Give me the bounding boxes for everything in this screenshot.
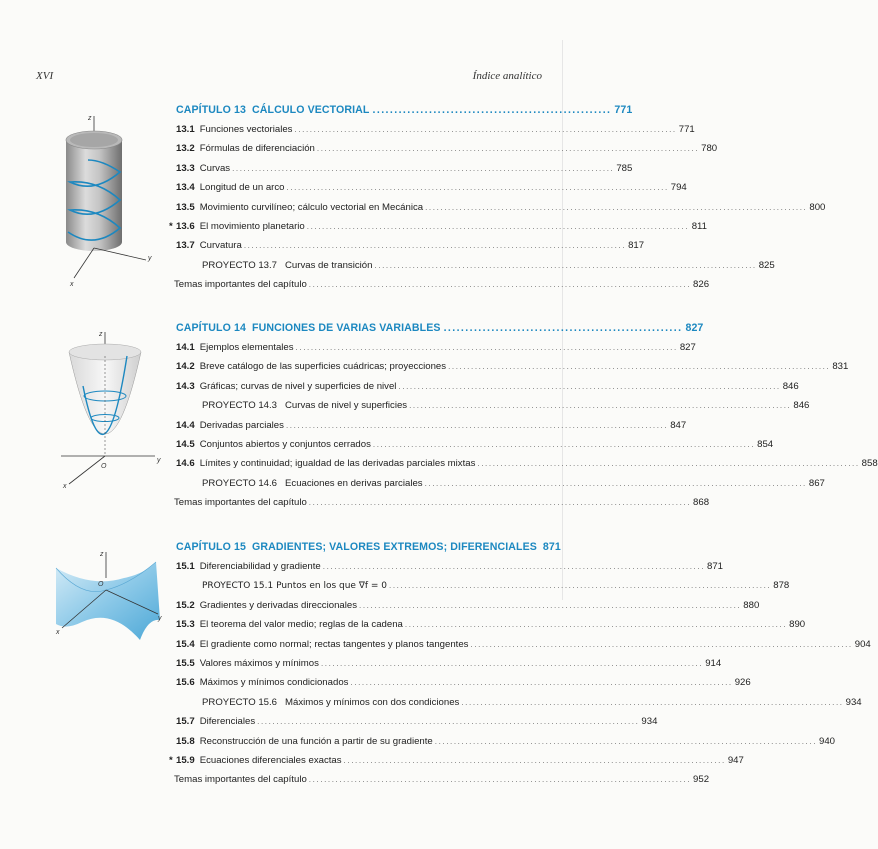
- entry-text: Breve catálogo de las superficies cuádricas; proyecciones: [199, 361, 447, 373]
- entry-text: Longitud de un arco: [199, 182, 285, 194]
- entry-text: El teorema del valor medio; reglas de la cadena: [199, 619, 403, 631]
- entry-text: Límites y continuidad; igualdad de las derivadas parciales mixtas: [199, 458, 476, 470]
- toc-entry[interactable]: * 15.9 Ecuaciones diferenciales exactas .................................................................................................... 947: [169, 754, 744, 766]
- toc-summary-entry[interactable]: Temas importantes del capítulo .................................................................................................... 868: [174, 497, 710, 509]
- entry-text: Máximos y mínimos condicionados: [199, 677, 349, 689]
- entry-page: 871: [707, 561, 724, 572]
- entry-page: 846: [782, 380, 799, 392]
- entry-page: 827: [679, 342, 696, 353]
- toc-entry[interactable]: 15.7 Diferenciales .................................................................................................... 934: [176, 716, 658, 728]
- origin-label: O: [101, 463, 107, 470]
- entry-page: 811: [691, 220, 708, 232]
- entry-text: PROYECTO 15.6 Máximos y mínimos con dos condiciones: [202, 696, 460, 708]
- x-axis: [74, 248, 94, 278]
- chapter-title-row[interactable]: CAPÍTULO 13 CÁLCULO VECTORIAL ....................................................... 771: [176, 104, 633, 116]
- axis-label-x: x: [63, 483, 67, 490]
- cylinder-helix-figure: [58, 110, 158, 288]
- entry-text: Gradientes y derivadas direccionales: [199, 599, 358, 611]
- axis-label-y: y: [158, 615, 162, 622]
- page-number: XVI: [36, 70, 54, 82]
- toc-entry[interactable]: 15.4 El gradiente como normal; rectas tangentes y planos tangentes .................................................................................................... 904: [176, 638, 871, 650]
- entry-text: Diferenciabilidad y gradiente: [199, 561, 321, 572]
- page-edge-divider: [562, 40, 563, 600]
- saddle-surface: [56, 562, 160, 640]
- entry-text: Reconstrucción de una función a partir de su gradiente: [199, 735, 433, 747]
- toc-project-entry[interactable]: PROYECTO 13.7 Curvas de transición .................................................................................................... 825: [202, 259, 775, 271]
- axis-label-z: z: [88, 115, 92, 122]
- entry-page: 880: [743, 599, 760, 611]
- axis-label-y: y: [157, 457, 161, 464]
- axis-label-x: x: [70, 281, 74, 288]
- entry-text: Funciones vectoriales: [199, 124, 293, 135]
- entry-page: 940: [819, 735, 836, 747]
- toc-project-entry[interactable]: PROYECTO 15.6 Máximos y mínimos con dos condiciones .................................................................................................... 934: [202, 696, 862, 708]
- toc-entry[interactable]: 13.3 Curvas .................................................................................................... 785: [176, 162, 633, 174]
- entry-page: 934: [845, 696, 862, 708]
- toc-summary-entry[interactable]: Temas importantes del capítulo .................................................................................................... 952: [174, 774, 710, 786]
- entry-page: 826: [693, 279, 710, 291]
- chapter-title-row[interactable]: [176, 541, 561, 559]
- entry-text: Temas importantes del capítulo: [174, 497, 307, 509]
- optional-marker: *: [169, 220, 173, 232]
- chapter-13: [169, 104, 826, 299]
- entry-text: Temas importantes del capítulo: [174, 774, 307, 786]
- entry-text: PROYECTO 14.6 Ecuaciones en derivas parciales: [202, 477, 423, 489]
- axis-label-z: z: [100, 551, 104, 558]
- entry-page: 952: [693, 774, 710, 786]
- origin-label: O: [98, 581, 104, 588]
- entry-page: 825: [758, 259, 775, 271]
- toc-project-entry[interactable]: PROYECTO 14.6 Ecuaciones en derivas parciales .................................................................................................... 867: [202, 477, 825, 489]
- entry-text: Temas importantes del capítulo: [174, 279, 307, 291]
- toc-entry[interactable]: 14.2 Breve catálogo de las superficies cuádricas; proyecciones .................................................................................................... 831: [176, 361, 849, 373]
- toc-entry[interactable]: 14.1 Ejemplos elementales .................................................................................................... 827: [176, 342, 696, 353]
- toc-entry[interactable]: 14.6 Límites y continuidad; igualdad de las derivadas parciales mixtas .................................................................................................... 858: [176, 458, 878, 470]
- entry-text: Gráficas; curvas de nivel y superficies de nivel: [199, 380, 397, 392]
- entry-page: 858: [861, 458, 878, 470]
- entry-text: PROYECTO 13.7 Curvas de transición: [202, 259, 373, 271]
- optional-marker: *: [169, 754, 173, 766]
- axis-label-z: z: [99, 331, 103, 338]
- entry-page: 771: [678, 124, 695, 135]
- entry-text: Movimiento curvilíneo; cálculo vectorial en Mecánica: [199, 201, 424, 213]
- entry-text: Diferenciales: [199, 716, 256, 728]
- entry-page: 934: [641, 716, 658, 728]
- chapter-14: [174, 322, 878, 517]
- saddle-surface-figure: [52, 548, 167, 648]
- chapter-title-row[interactable]: CAPÍTULO 14 FUNCIONES DE VARIAS VARIABLES ....................................................... 827: [176, 322, 704, 334]
- entry-text: El movimiento planetario: [199, 220, 305, 232]
- entry-text: El gradiente como normal; rectas tangentes y planos tangentes: [199, 638, 469, 650]
- entry-page: 854: [757, 438, 774, 450]
- entry-page: 904: [854, 638, 871, 650]
- y-axis: [94, 248, 146, 260]
- entry-page: 847: [670, 419, 687, 431]
- entry-text: Valores máximos y mínimos: [199, 657, 319, 669]
- toc-entry[interactable]: 15.6 Máximos y mínimos condicionados .................................................................................................... 926: [176, 677, 751, 689]
- chapter-title: CAPÍTULO 14 FUNCIONES DE VARIAS VARIABLES: [176, 322, 441, 334]
- axis-label-x: x: [56, 629, 60, 636]
- toc-entry[interactable]: 14.4 Derivadas parciales .................................................................................................... 847: [176, 419, 687, 431]
- toc-entry[interactable]: 15.2 Gradientes y derivadas direccionales .................................................................................................... 880: [176, 599, 760, 611]
- x-axis: [69, 456, 105, 484]
- entry-page: 947: [727, 754, 744, 766]
- entry-page: 890: [789, 619, 806, 631]
- entry-page: 831: [832, 361, 849, 373]
- entry-text: Curvas: [199, 162, 231, 174]
- chapter-title: CAPÍTULO 15 GRADIENTES; VALORES EXTREMOS; DIFERENCIALES: [176, 541, 537, 553]
- chapter-page: 827: [685, 322, 704, 334]
- entry-text: Conjuntos abiertos y conjuntos cerrados: [199, 438, 371, 450]
- entry-page: 800: [809, 201, 826, 213]
- entry-text: Curvatura: [199, 240, 242, 252]
- toc-entry[interactable]: 14.3 Gráficas; curvas de nivel y superficies de nivel .................................................................................................... 846: [176, 380, 799, 392]
- toc-entry[interactable]: 13.1 Funciones vectoriales .................................................................................................... 771: [176, 124, 695, 135]
- entry-page: 867: [808, 477, 825, 489]
- paraboloid-figure: [55, 326, 165, 492]
- chapter-15: [169, 541, 871, 794]
- toc-entry[interactable]: 15.3 El teorema del valor medio; reglas de la cadena .................................................................................................... 890: [176, 619, 806, 631]
- toc-entry[interactable]: 13.2 Fórmulas de diferenciación .................................................................................................... 780: [176, 143, 718, 155]
- entry-text: Fórmulas de diferenciación: [199, 143, 315, 155]
- entry-text: Ecuaciones diferenciales exactas: [199, 754, 342, 766]
- toc-entry[interactable]: 15.1 Diferenciabilidad y gradiente .................................................................................................... 871: [176, 561, 724, 572]
- toc-entry[interactable]: * 13.6 El movimiento planetario .................................................................................................... 811: [169, 220, 708, 232]
- entry-page: 868: [693, 497, 710, 509]
- entry-text: Ejemplos elementales: [199, 342, 294, 353]
- chapter-page: 771: [614, 104, 633, 116]
- toc-entry[interactable]: 13.7 Curvatura .................................................................................................... 817: [176, 240, 645, 252]
- entry-page: 914: [705, 657, 722, 669]
- toc-entry[interactable]: 15.5 Valores máximos y mínimos .................................................................................................... 914: [176, 657, 722, 669]
- toc-entry[interactable]: 13.5 Movimiento curvilíneo; cálculo vectorial en Mecánica .................................................................................................... 800: [176, 201, 826, 213]
- chapter-title: CAPÍTULO 13 CÁLCULO VECTORIAL: [176, 104, 370, 116]
- entry-page: 785: [616, 162, 633, 174]
- toc-entry[interactable]: 15.8 Reconstrucción de una función a partir de su gradiente .................................................................................................... 940: [176, 735, 836, 747]
- toc-entry[interactable]: 14.5 Conjuntos abiertos y conjuntos cerrados .................................................................................................... 854: [176, 438, 774, 450]
- toc-project-entry[interactable]: PROYECTO 15.1 Puntos en los que ∇f = 0 .................................................................................................... 878: [202, 580, 790, 592]
- entry-page: 846: [793, 400, 810, 412]
- entry-page: 926: [734, 677, 751, 689]
- running-title: Índice analítico: [472, 70, 542, 82]
- entry-page: 794: [670, 182, 687, 194]
- toc-entry[interactable]: 13.4 Longitud de un arco .................................................................................................... 794: [176, 182, 687, 194]
- entry-text: PROYECTO 14.3 Curvas de nivel y superficies: [202, 400, 408, 412]
- entry-text: Derivadas parciales: [199, 419, 284, 431]
- chapter-page: 871: [542, 541, 561, 553]
- entry-page: 780: [701, 143, 718, 155]
- entry-page: 878: [773, 580, 790, 592]
- axis-label-y: y: [148, 255, 152, 262]
- toc-summary-entry[interactable]: Temas importantes del capítulo .................................................................................................... 826: [174, 279, 710, 291]
- toc-project-entry[interactable]: PROYECTO 14.3 Curvas de nivel y superficies .................................................................................................... 846: [202, 400, 810, 412]
- entry-text: PROYECTO 15.1 Puntos en los que ∇f = 0: [202, 581, 387, 592]
- entry-page: 817: [628, 240, 645, 252]
